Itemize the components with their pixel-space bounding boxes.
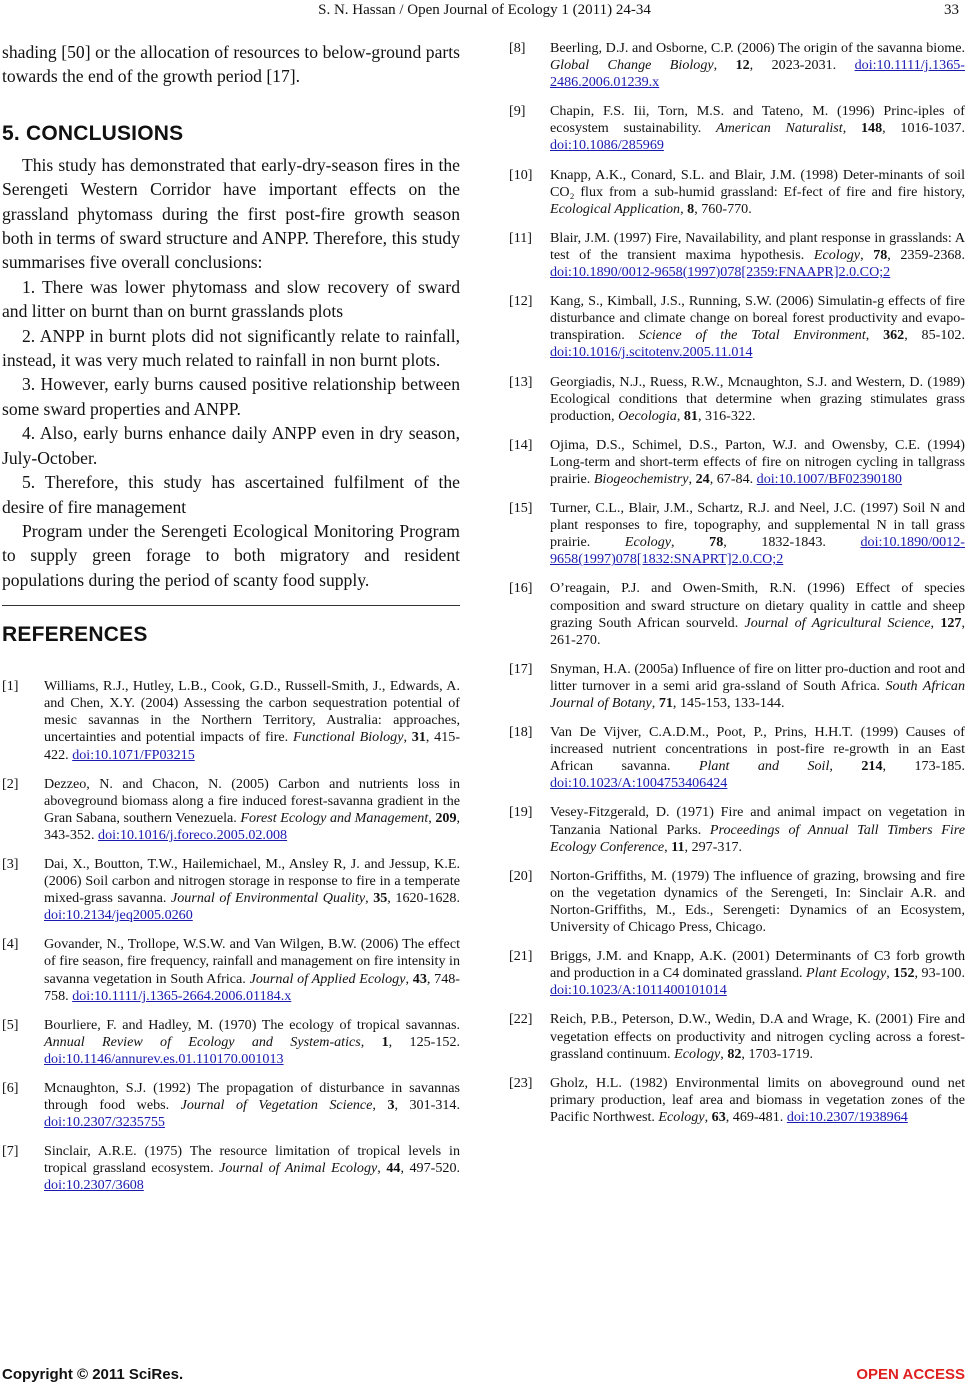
reference-item	[509, 293, 965, 361]
reference-number: [1]	[2, 678, 19, 695]
reference-separator: ,	[428, 809, 436, 826]
reference-number: [22]	[509, 1011, 533, 1028]
reference-number: [14]	[509, 436, 533, 453]
reference-pages: , 67-84.	[709, 470, 757, 487]
section-divider	[2, 605, 460, 606]
reference-doi-link[interactable]: doi:10.1111/j.1365-2664.2006.01184.x	[72, 987, 292, 1004]
conclusion-paragraph: This study has demonstrated that early-dry-season fires in the Serengeti Western Corridor have important effects on the grassland phytomass during the first post-fire growth season both in terms of sward structure and ANPP. Therefore, this study summarises five overall conclusions:	[2, 154, 460, 273]
reference-pages: , 1832-1843.	[723, 534, 861, 551]
reference-citation: Turner, C.L., Blair, J.M., Schartz, R.J. and Neel, J.C. (1997) Soil N and plant responses to fire, topography, and supplemental N in tall grass prairie.	[550, 500, 965, 551]
reference-item	[509, 580, 965, 648]
reference-volume: 362	[883, 327, 905, 344]
reference-text	[550, 103, 965, 154]
reference-citation: Knapp, A.K., Conard, S.L. and Blair, J.M. (1998) Deter-minants of soil CO₂ flux from a sub-humid grassland: Ef-fect of fire and fire history,	[550, 166, 965, 200]
reference-text	[44, 936, 460, 1004]
reference-item	[509, 1075, 965, 1126]
reference-separator: ,	[664, 838, 672, 855]
reference-journal: Annual Review of Ecology and System-atics	[44, 1033, 361, 1050]
conclusion-paragraph: 4. Also, early burns enhance daily ANPP even in dry season, July-October.	[2, 423, 460, 468]
reference-pages: , 145-153, 133-144.	[672, 695, 785, 711]
reference-journal: Plant Ecology	[806, 965, 887, 982]
reference-separator: ,	[676, 407, 684, 424]
reference-volume: 12	[735, 57, 750, 74]
reference-separator: ,	[651, 695, 659, 711]
reference-number: [12]	[509, 293, 533, 310]
reference-pages: , 1703-1719.	[741, 1045, 814, 1062]
reference-item	[509, 804, 965, 855]
reference-journal: Journal of Environmental Quality	[170, 890, 366, 907]
reference-citation: Georgiadis, N.J., Ruess, R.W., Mcnaughton, S.J. and Western, D. (1989) Ecological conditions that determine when grazing stimulates grass production,	[550, 373, 965, 424]
reference-doi-link[interactable]: doi:10.1890/0012-9658(1997)078[1832:SNAPRT]2.0.CO;2	[550, 534, 965, 568]
reference-text	[44, 776, 460, 844]
reference-citation: Reich, P.B., Peterson, D.W., Wedin, D.A and Wrage, K. (2001) Fire and vegetation effects on productivity and nitrogen cycling across a forest-grassland continuum.	[550, 1011, 965, 1062]
conclusions-body	[2, 153, 460, 592]
reference-text	[550, 293, 965, 361]
open-access-label: OPEN ACCESS	[856, 1366, 965, 1383]
reference-separator: ,	[360, 1033, 382, 1050]
reference-number: [16]	[509, 580, 533, 597]
reference-pages: , 1620-1628.	[387, 890, 461, 907]
reference-citation: Briggs, J.M. and Knapp, A.K. (2001) Determinants of C3 forb growth and production in a C4 dominated grassland.	[550, 948, 965, 982]
reference-doi-link[interactable]: doi:10.1890/0012-9658(1997)078[2359:FNAAPR]2.0.CO;2	[550, 264, 891, 281]
reference-item	[2, 1017, 460, 1068]
reference-journal: American Naturalist	[715, 120, 843, 137]
reference-volume: 82	[727, 1045, 742, 1062]
reference-item	[509, 661, 965, 712]
reference-item	[509, 230, 965, 281]
reference-doi-link[interactable]: doi:10.2307/3608	[44, 1177, 144, 1194]
reference-doi-link[interactable]: doi:10.2134/jeq2005.0260	[44, 907, 193, 924]
reference-volume: 44	[386, 1160, 401, 1177]
reference-item	[509, 1011, 965, 1062]
reference-number: [18]	[509, 724, 533, 741]
reference-citation: Dezzeo, N. and Chacon, N. (2005) Carbon and nutrients loss in aboveground biomass along a fire induced forest-savanna gradient in the Gran Sabana, southern Venezuela.	[44, 775, 460, 826]
reference-pages: , 748-758.	[44, 970, 460, 1004]
reference-item	[509, 500, 965, 568]
reference-pages: , 297-317.	[684, 838, 743, 855]
reference-doi-link[interactable]: doi:10.1086/285969	[550, 137, 664, 154]
reference-item	[2, 1080, 460, 1131]
reference-text	[550, 500, 965, 568]
reference-number: [13]	[509, 373, 533, 390]
reference-separator: ,	[671, 534, 710, 551]
reference-number: [7]	[2, 1143, 19, 1160]
reference-item	[509, 40, 965, 91]
reference-volume: 127	[940, 614, 962, 631]
reference-volume: 148	[860, 120, 883, 137]
reference-pages: , 316-322.	[697, 407, 756, 424]
conclusion-paragraph: Program under the Serengeti Ecological Monitoring Program to supply green forage to both migratory and resident populations during the period of scanty food supply.	[2, 520, 460, 590]
reference-separator: ,	[720, 1045, 728, 1062]
reference-citation: Vesey-Fitzgerald, D. (1971) Fire and animal impact on vegetation in Tanzania National Parks.	[550, 804, 965, 838]
reference-volume: 209	[435, 809, 457, 826]
reference-item	[509, 103, 965, 154]
reference-number: [21]	[509, 948, 533, 965]
reference-volume: 1	[381, 1033, 389, 1050]
reference-citation: Beerling, D.J. and Osborne, C.P. (2006) The origin of the savanna biome.	[550, 40, 965, 56]
reference-doi-link[interactable]: doi:10.1071/FP03215	[72, 746, 195, 763]
reference-text	[550, 804, 965, 855]
reference-pages: , 760-770.	[694, 200, 752, 217]
references-list-left	[2, 678, 460, 1194]
reference-number: [17]	[509, 660, 533, 677]
reference-volume: 11	[671, 838, 685, 855]
reference-journal: Oecologia	[618, 407, 677, 424]
reference-separator: ,	[842, 120, 861, 137]
reference-separator: ,	[930, 614, 941, 631]
reference-item	[509, 948, 965, 999]
reference-pages: , 85-102.	[904, 327, 965, 344]
conclusion-paragraph: 5. Therefore, this study has ascertained fulfilment of the desire of fire management	[2, 472, 460, 517]
reference-doi-link[interactable]: doi:10.1023/A:1011400101014	[550, 982, 727, 999]
reference-number: [19]	[509, 804, 533, 821]
reference-item	[509, 374, 965, 425]
reference-separator: ,	[377, 1160, 387, 1177]
reference-citation: Gholz, H.L. (1982) Environmental limits on aboveground ound net primary production, leaf area and biomass in vegetation zones of the Pacific Northwest.	[550, 1074, 965, 1125]
reference-journal: Ecological Application	[550, 200, 681, 217]
reference-item	[2, 936, 460, 1004]
reference-citation: Ojima, D.S., Schimel, D.S., Parton, W.J. and Owensby, C.E. (1994) Long-term and short-term effects of fire on nitrogen cycling in tallgrass prairie.	[550, 436, 965, 487]
reference-citation: Dai, X., Boutton, T.W., Hailemichael, M., Ansley R, J. and Jessup, K.E. (2006) Soil carbon and nitrogen storage in response to fire in a temperate mixed-grass savanna.	[44, 855, 460, 907]
reference-volume: 31	[411, 729, 426, 746]
reference-journal: Ecology	[674, 1045, 721, 1062]
reference-volume: 78	[873, 246, 888, 263]
reference-doi-link[interactable]: doi:10.1111/j.1365-2486.2006.01239.x	[550, 57, 965, 91]
reference-item	[2, 1143, 460, 1194]
reference-number: [6]	[2, 1080, 19, 1096]
reference-text	[550, 661, 965, 712]
reference-text	[550, 1075, 965, 1126]
reference-journal: Proceedings of Annual Tall Timbers Fire Ecology Conference	[550, 821, 965, 855]
reference-separator: ,	[860, 246, 874, 263]
conclusion-paragraph: 2. ANPP in burnt plots did not significantly relate to rainfall, instead, it was very much related to rainfall in non burnt plots.	[2, 325, 460, 371]
reference-separator: ,	[680, 200, 688, 217]
reference-separator: ,	[886, 965, 894, 982]
left-column	[2, 40, 460, 1207]
reference-number: [10]	[509, 166, 533, 183]
reference-item	[2, 856, 460, 924]
intro-paragraph: shading [50] or the allocation of resources to below-ground parts towards the end of the growth period [17].	[2, 42, 460, 87]
reference-citation: Blair, J.M. (1997) Fire, Navailability, and plant response in grasslands: A test of the transient maxima hypothesis.	[550, 229, 965, 263]
reference-item	[2, 678, 460, 763]
reference-text	[550, 167, 965, 218]
reference-text	[44, 1080, 460, 1131]
reference-number: [15]	[509, 500, 533, 517]
reference-text	[550, 868, 965, 936]
reference-doi-link[interactable]: doi:10.2307/3235755	[44, 1114, 165, 1131]
reference-citation: Govander, N., Trollope, W.S.W. and Van Wilgen, B.W. (2006) The effect of fire season, fire frequency, rainfall and management on fire intensity in savanna vegetation in South Africa.	[44, 936, 460, 987]
reference-number: [4]	[2, 936, 19, 953]
reference-number: [5]	[2, 1016, 19, 1033]
conclusion-paragraph: 3. However, early burns caused positive relationship between some sward properties and ANPP.	[2, 374, 460, 419]
copyright-notice: Copyright © 2011 SciRes.	[2, 1366, 184, 1383]
reference-journal: Journal of Agricultural Science	[744, 614, 931, 631]
reference-number: [11]	[509, 229, 532, 246]
reference-number: [9]	[509, 103, 526, 120]
page-number: 33	[944, 2, 959, 18]
reference-item	[509, 167, 965, 218]
reference-journal: Ecology	[624, 534, 672, 551]
references-list-right	[509, 40, 965, 1126]
reference-text	[550, 230, 965, 281]
reference-separator: ,	[688, 470, 696, 487]
reference-pages: , 469-481.	[725, 1108, 787, 1125]
reference-citation: Snyman, H.A. (2005a) Influence of fire on litter pro-duction and root and litter turnover in a semi arid gra-ssland of South Africa.	[550, 660, 965, 694]
reference-journal: South African Journal of Botany	[550, 677, 965, 711]
reference-citation: Norton-Griffiths, M. (1979) The influence of grazing, browsing and fire on the vegetation dynamics of the Serengeti, In: Sinclair A.R. and Norton-Griffiths, M., Eds., Serengeti: Dynamics of an Ecosystem, University of Chicago Press, Chicago.	[550, 867, 965, 936]
reference-separator: ,	[829, 758, 862, 775]
reference-volume: 81	[683, 407, 698, 424]
reference-separator: ,	[372, 1097, 388, 1114]
reference-doi-link[interactable]: doi:10.1023/A:1004753406424	[550, 775, 728, 792]
reference-pages: , 173-185.	[882, 758, 965, 775]
reference-pages: , 261-270.	[550, 614, 965, 648]
reference-text	[550, 1011, 965, 1062]
reference-text	[44, 856, 460, 924]
reference-text	[550, 374, 965, 425]
reference-journal: Ecology	[658, 1108, 705, 1125]
reference-pages: , 2023-2031.	[749, 57, 855, 74]
reference-journal: Journal of Animal Ecology	[219, 1160, 378, 1177]
right-column	[509, 40, 965, 1138]
reference-journal: Global Change Biology	[550, 57, 714, 74]
reference-volume: 43	[412, 970, 427, 987]
reference-doi-link[interactable]: doi:10.1016/j.foreco.2005.02.008	[98, 826, 288, 843]
reference-number: [8]	[509, 40, 526, 56]
reference-volume: 214	[861, 758, 883, 775]
reference-volume: 35	[373, 890, 388, 907]
reference-volume: 24	[695, 470, 710, 487]
reference-citation: Chapin, F.S. Iii, Torn, M.S. and Tateno, M. (1996) Princ-iples of ecosystem sustainability.	[550, 103, 965, 137]
reference-item	[509, 437, 965, 488]
reference-item	[509, 868, 965, 936]
reference-citation: O’reagain, P.J. and Owen-Smith, R.N. (1996) Effect of species composition and sward structure on dietary quality in cattle and sheep grazing South African sourveld.	[550, 580, 965, 631]
reference-text	[44, 1017, 460, 1068]
conclusions-heading: 5. CONCLUSIONS	[2, 121, 184, 145]
reference-volume: 8	[687, 200, 695, 217]
reference-journal: Functional Biology	[293, 729, 404, 746]
reference-journal: Journal of Vegetation Science	[180, 1097, 373, 1114]
reference-citation: Van De Vijver, C.A.D.M., Poot, P., Prins, H.H.T. (1999) Causes of increased nutrient concentrations in post-fire re-growth in an East African savanna.	[550, 724, 965, 775]
reference-separator: ,	[403, 729, 412, 746]
reference-journal: Ecology	[813, 246, 861, 263]
reference-pages: , 343-352.	[44, 809, 461, 843]
reference-citation: Kang, S., Kimball, J.S., Running, S.W. (2006) Simulatin-g effects of fire disturbance and climate change on boreal forest productivity and evapo-transpiration.	[550, 293, 965, 344]
reference-journal: Plant and Soil	[698, 758, 830, 775]
reference-volume: 78	[709, 534, 724, 551]
reference-item	[2, 776, 460, 844]
reference-separator: ,	[405, 970, 413, 987]
reference-separator: ,	[365, 890, 374, 907]
reference-doi-link[interactable]: doi:10.2307/1938964	[786, 1108, 908, 1125]
reference-separator: ,	[865, 327, 884, 344]
reference-journal: Journal of Applied Ecology	[249, 970, 406, 987]
reference-citation: Mcnaughton, S.J. (1992) The propagation of disturbance in savannas through food webs.	[44, 1080, 460, 1114]
reference-journal: Science of the Total Environment	[638, 327, 866, 344]
running-header: S. N. Hassan / Open Journal of Ecology 1 (2011) 24-34	[318, 2, 651, 18]
reference-separator: ,	[713, 57, 736, 74]
reference-pages: , 1016-1037.	[882, 120, 965, 137]
reference-item	[509, 724, 965, 792]
reference-doi-link[interactable]: doi:10.1007/BF02390180	[756, 470, 902, 487]
reference-text	[44, 1143, 460, 1194]
reference-text	[550, 437, 965, 488]
reference-doi-link[interactable]: doi:10.1016/j.scitotenv.2005.11.014	[550, 344, 753, 361]
reference-pages: , 93-100.	[914, 965, 966, 982]
reference-number: [23]	[509, 1074, 533, 1091]
reference-separator: ,	[704, 1108, 712, 1125]
reference-doi-link[interactable]: doi:10.1146/annurev.es.01.110170.001013	[44, 1050, 284, 1067]
reference-pages: , 301-314.	[394, 1097, 460, 1114]
reference-text	[550, 948, 965, 999]
reference-citation: Bourliere, F. and Hadley, M. (1970) The ecology of tropical savannas.	[44, 1016, 460, 1033]
reference-pages: , 2359-2368.	[887, 246, 965, 263]
reference-pages: , 415-422.	[44, 729, 461, 763]
reference-pages: , 497-520.	[400, 1160, 461, 1177]
reference-text	[550, 40, 965, 91]
reference-text	[550, 580, 965, 648]
reference-journal: Biogeochemistry	[593, 470, 689, 487]
reference-text	[44, 678, 460, 763]
reference-citation: Williams, R.J., Hutley, L.B., Cook, G.D., Russell-Smith, J., Edwards, A. and Chen, X.Y. (2004) Assessing the carbon sequestration potential of mesic savannas in the Northern Territory, Australia: approaches, uncertainties and potential impacts of fire.	[44, 678, 460, 746]
reference-number: [3]	[2, 855, 19, 872]
reference-volume: 152	[893, 965, 915, 982]
conclusion-paragraph: 1. There was lower phytomass and slow recovery of sward and litter on burnt than on burnt grasslands plots	[2, 276, 460, 322]
reference-volume: 63	[711, 1108, 726, 1125]
reference-volume: 71	[658, 695, 673, 711]
reference-citation: Sinclair, A.R.E. (1975) The resource limitation of tropical levels in tropical grassland ecosystem.	[44, 1143, 460, 1177]
reference-text	[550, 724, 965, 792]
reference-pages: , 125-152.	[388, 1033, 461, 1050]
reference-number: [20]	[509, 867, 533, 884]
reference-number: [2]	[2, 775, 19, 792]
reference-volume: 3	[387, 1097, 395, 1114]
reference-journal: Forest Ecology and Management	[240, 809, 429, 826]
references-heading: REFERENCES	[2, 623, 148, 647]
